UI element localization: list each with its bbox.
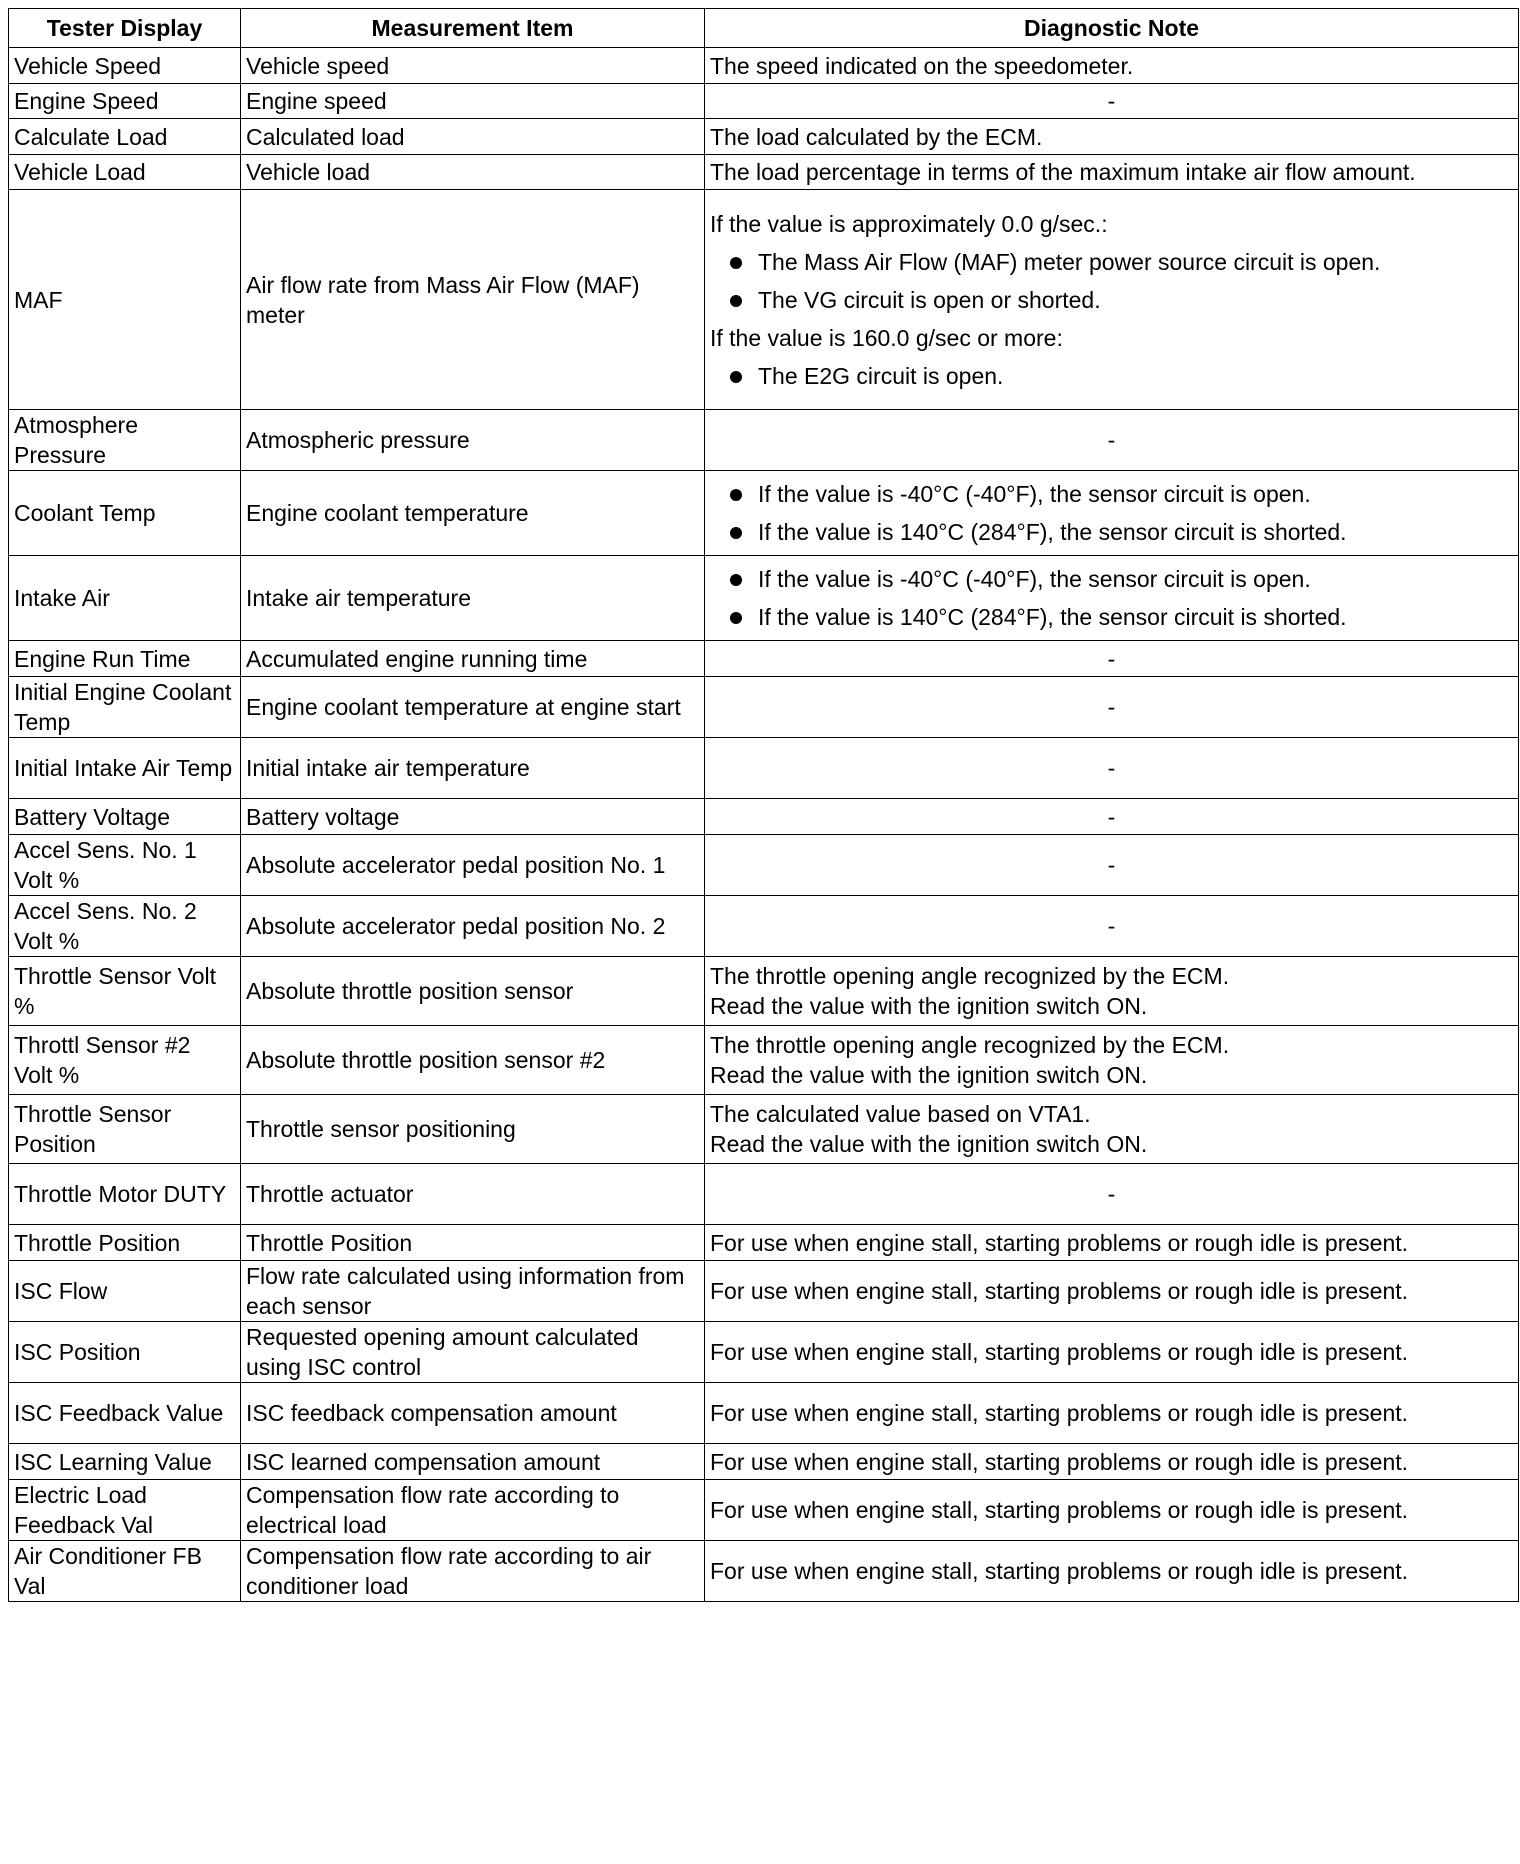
note-dash: - — [1107, 88, 1116, 114]
note-text: The load percentage in terms of the maximum intake air flow amount. — [710, 159, 1416, 185]
cell-measurement-item: Calculated load — [241, 119, 705, 155]
cell-tester-display: Throttle Sensor Volt % — [9, 957, 241, 1026]
cell-measurement-item: Absolute accelerator pedal position No. 2 — [241, 896, 705, 957]
cell-diagnostic-note — [705, 1164, 1519, 1225]
table-row — [9, 1164, 1519, 1225]
table-row — [9, 556, 1519, 641]
note-dash: - — [1107, 645, 1116, 672]
cell-diagnostic-note — [705, 471, 1519, 556]
cell-diagnostic-note — [705, 1225, 1519, 1261]
note-text: The load calculated by the ECM. — [710, 123, 1043, 150]
data-list-table — [8, 8, 1519, 1602]
note-block — [710, 1558, 1408, 1584]
note-bullet-item: If the value is -40°C (-40°F), the sensor circuit is open. — [710, 564, 1513, 594]
cell-measurement-item: Accumulated engine running time — [241, 641, 705, 677]
table-row — [9, 119, 1519, 155]
note-line: Read the value with the ignition switch ON. — [710, 1131, 1148, 1157]
cell-diagnostic-note — [705, 1261, 1519, 1322]
table-row — [9, 1322, 1519, 1383]
cell-measurement-item: Atmospheric pressure — [241, 410, 705, 471]
cell-tester-display: Coolant Temp — [9, 471, 241, 556]
cell-diagnostic-note — [705, 677, 1519, 738]
cell-tester-display: ISC Position — [9, 1322, 241, 1383]
note-line: Read the value with the ignition switch ON. — [710, 993, 1148, 1019]
cell-measurement-item: Air flow rate from Mass Air Flow (MAF) meter — [241, 190, 705, 410]
table-row — [9, 1026, 1519, 1095]
note-block — [710, 1449, 1408, 1475]
note-block — [710, 1230, 1408, 1256]
cell-tester-display: Initial Intake Air Temp — [9, 738, 241, 799]
cell-tester-display: Throttle Sensor Position — [9, 1095, 241, 1164]
cell-tester-display: Battery Voltage — [9, 799, 241, 835]
header-row — [9, 9, 1519, 48]
note-dash: - — [1107, 803, 1116, 830]
note-bullet-item: The E2G circuit is open. — [710, 361, 1513, 391]
cell-tester-display: Atmosphere Pressure — [9, 410, 241, 471]
note-text: For use when engine stall, starting problems or rough idle is present. — [710, 1497, 1409, 1523]
cell-measurement-item: Initial intake air temperature — [241, 738, 705, 799]
note-block — [710, 1026, 1513, 1094]
cell-diagnostic-note — [705, 896, 1519, 957]
cell-diagnostic-note — [705, 155, 1519, 190]
cell-tester-display: ISC Learning Value — [9, 1444, 241, 1480]
note-dash: - — [1107, 913, 1116, 939]
note-line: The throttle opening angle recognized by the ECM. — [710, 1032, 1230, 1058]
note-bullet-item: If the value is 140°C (284°F), the sensor circuit is shorted. — [710, 517, 1513, 547]
table-row — [9, 957, 1519, 1026]
cell-diagnostic-note — [705, 799, 1519, 835]
note-line: The calculated value based on VTA1. — [710, 1101, 1091, 1127]
cell-measurement-item: Vehicle speed — [241, 48, 705, 84]
note-block — [710, 124, 1042, 150]
table-row — [9, 1095, 1519, 1164]
note-text: If the value is 160.0 g/sec or more: — [710, 324, 1063, 351]
note-line: Read the value with the ignition switch ON. — [710, 1062, 1148, 1088]
note-block — [710, 209, 1513, 391]
cell-measurement-item: Engine coolant temperature — [241, 471, 705, 556]
cell-measurement-item: Compensation flow rate according to air conditioner load — [241, 1541, 705, 1602]
spec-table-wrapper — [8, 8, 1520, 1602]
cell-diagnostic-note — [705, 641, 1519, 677]
note-block — [710, 957, 1513, 1025]
note-block — [710, 1278, 1408, 1304]
cell-measurement-item: Engine speed — [241, 84, 705, 119]
note-block — [710, 479, 1513, 547]
cell-diagnostic-note — [705, 738, 1519, 799]
note-text: If the value is approximately 0.0 g/sec.: — [710, 210, 1108, 237]
cell-measurement-item: Compensation flow rate according to electrical load — [241, 1480, 705, 1541]
cell-diagnostic-note — [705, 119, 1519, 155]
note-line: The throttle opening angle recognized by the ECM. — [710, 963, 1230, 989]
table-row — [9, 1261, 1519, 1322]
note-block — [710, 159, 1416, 185]
note-block — [710, 1400, 1408, 1426]
note-dash: - — [1107, 694, 1116, 720]
table-row — [9, 155, 1519, 190]
note-bullet-item: If the value is 140°C (284°F), the sensor circuit is shorted. — [710, 602, 1513, 632]
cell-measurement-item: Absolute accelerator pedal position No. 1 — [241, 835, 705, 896]
note-block — [710, 564, 1513, 632]
cell-measurement-item: Flow rate calculated using information from each sensor — [241, 1261, 705, 1322]
note-text: For use when engine stall, starting problems or rough idle is present. — [710, 1400, 1409, 1426]
cell-measurement-item: Intake air temperature — [241, 556, 705, 641]
note-block — [710, 1339, 1408, 1365]
table-row — [9, 48, 1519, 84]
cell-diagnostic-note — [705, 957, 1519, 1026]
table-row — [9, 738, 1519, 799]
cell-tester-display: Vehicle Speed — [9, 48, 241, 84]
table-row — [9, 471, 1519, 556]
cell-diagnostic-note — [705, 1383, 1519, 1444]
note-text: For use when engine stall, starting problems or rough idle is present. — [710, 1558, 1409, 1584]
cell-measurement-item: Battery voltage — [241, 799, 705, 835]
table-row — [9, 410, 1519, 471]
cell-measurement-item: Vehicle load — [241, 155, 705, 190]
cell-tester-display: Accel Sens. No. 1 Volt % — [9, 835, 241, 896]
cell-measurement-item: Throttle Position — [241, 1225, 705, 1261]
cell-tester-display: Throttle Position — [9, 1225, 241, 1261]
cell-diagnostic-note — [705, 1026, 1519, 1095]
table-row — [9, 1444, 1519, 1480]
cell-diagnostic-note — [705, 1095, 1519, 1164]
cell-measurement-item: ISC feedback compensation amount — [241, 1383, 705, 1444]
table-row — [9, 799, 1519, 835]
note-text: For use when engine stall, starting problems or rough idle is present. — [710, 1229, 1409, 1256]
note-block — [710, 53, 1133, 79]
table-row — [9, 835, 1519, 896]
cell-tester-display: Electric Load Feedback Val — [9, 1480, 241, 1541]
cell-tester-display: Initial Engine Coolant Temp — [9, 677, 241, 738]
header-tester-display: Tester Display — [9, 9, 241, 48]
table-row — [9, 84, 1519, 119]
table-row — [9, 1225, 1519, 1261]
table-row — [9, 190, 1519, 410]
note-bullet-item: If the value is -40°C (-40°F), the sensor circuit is open. — [710, 479, 1513, 509]
cell-diagnostic-note — [705, 190, 1519, 410]
note-dash: - — [1107, 1181, 1116, 1207]
cell-tester-display: Intake Air — [9, 556, 241, 641]
table-row — [9, 677, 1519, 738]
cell-measurement-item: Absolute throttle position sensor — [241, 957, 705, 1026]
note-text: For use when engine stall, starting problems or rough idle is present. — [710, 1339, 1409, 1365]
cell-tester-display: Calculate Load — [9, 119, 241, 155]
note-bullet-item: The VG circuit is open or shorted. — [710, 285, 1513, 315]
cell-tester-display: Throttl Sensor #2 Volt % — [9, 1026, 241, 1095]
cell-measurement-item: Requested opening amount calculated using ISC control — [241, 1322, 705, 1383]
note-text: The speed indicated on the speedometer. — [710, 52, 1134, 79]
cell-tester-display: MAF — [9, 190, 241, 410]
table-body — [9, 48, 1519, 1602]
table-row — [9, 1480, 1519, 1541]
cell-diagnostic-note — [705, 1322, 1519, 1383]
cell-tester-display: Vehicle Load — [9, 155, 241, 190]
cell-tester-display: Engine Speed — [9, 84, 241, 119]
cell-measurement-item: ISC learned compensation amount — [241, 1444, 705, 1480]
cell-measurement-item: Engine coolant temperature at engine start — [241, 677, 705, 738]
cell-tester-display: ISC Feedback Value — [9, 1383, 241, 1444]
note-block — [710, 1095, 1513, 1163]
cell-diagnostic-note — [705, 835, 1519, 896]
note-text: For use when engine stall, starting problems or rough idle is present. — [710, 1278, 1409, 1304]
cell-diagnostic-note — [705, 84, 1519, 119]
header-measurement-item: Measurement Item — [241, 9, 705, 48]
cell-diagnostic-note — [705, 410, 1519, 471]
cell-measurement-item: Absolute throttle position sensor #2 — [241, 1026, 705, 1095]
cell-diagnostic-note — [705, 1444, 1519, 1480]
cell-measurement-item: Throttle sensor positioning — [241, 1095, 705, 1164]
cell-diagnostic-note — [705, 1541, 1519, 1602]
note-bullet-item: The Mass Air Flow (MAF) meter power source circuit is open. — [710, 247, 1513, 277]
note-block — [710, 1497, 1408, 1523]
cell-measurement-item: Throttle actuator — [241, 1164, 705, 1225]
table-row — [9, 1541, 1519, 1602]
cell-tester-display: Engine Run Time — [9, 641, 241, 677]
table-row — [9, 896, 1519, 957]
note-dash: - — [1107, 852, 1116, 878]
table-row — [9, 641, 1519, 677]
note-dash: - — [1107, 755, 1116, 781]
cell-tester-display: Accel Sens. No. 2 Volt % — [9, 896, 241, 957]
cell-tester-display: ISC Flow — [9, 1261, 241, 1322]
cell-tester-display: Air Conditioner FB Val — [9, 1541, 241, 1602]
cell-diagnostic-note — [705, 1480, 1519, 1541]
note-text: For use when engine stall, starting problems or rough idle is present. — [710, 1448, 1409, 1475]
table-row — [9, 1383, 1519, 1444]
header-diagnostic-note: Diagnostic Note — [705, 9, 1519, 48]
note-dash: - — [1107, 427, 1116, 453]
cell-diagnostic-note — [705, 48, 1519, 84]
cell-tester-display: Throttle Motor DUTY — [9, 1164, 241, 1225]
cell-diagnostic-note — [705, 556, 1519, 641]
